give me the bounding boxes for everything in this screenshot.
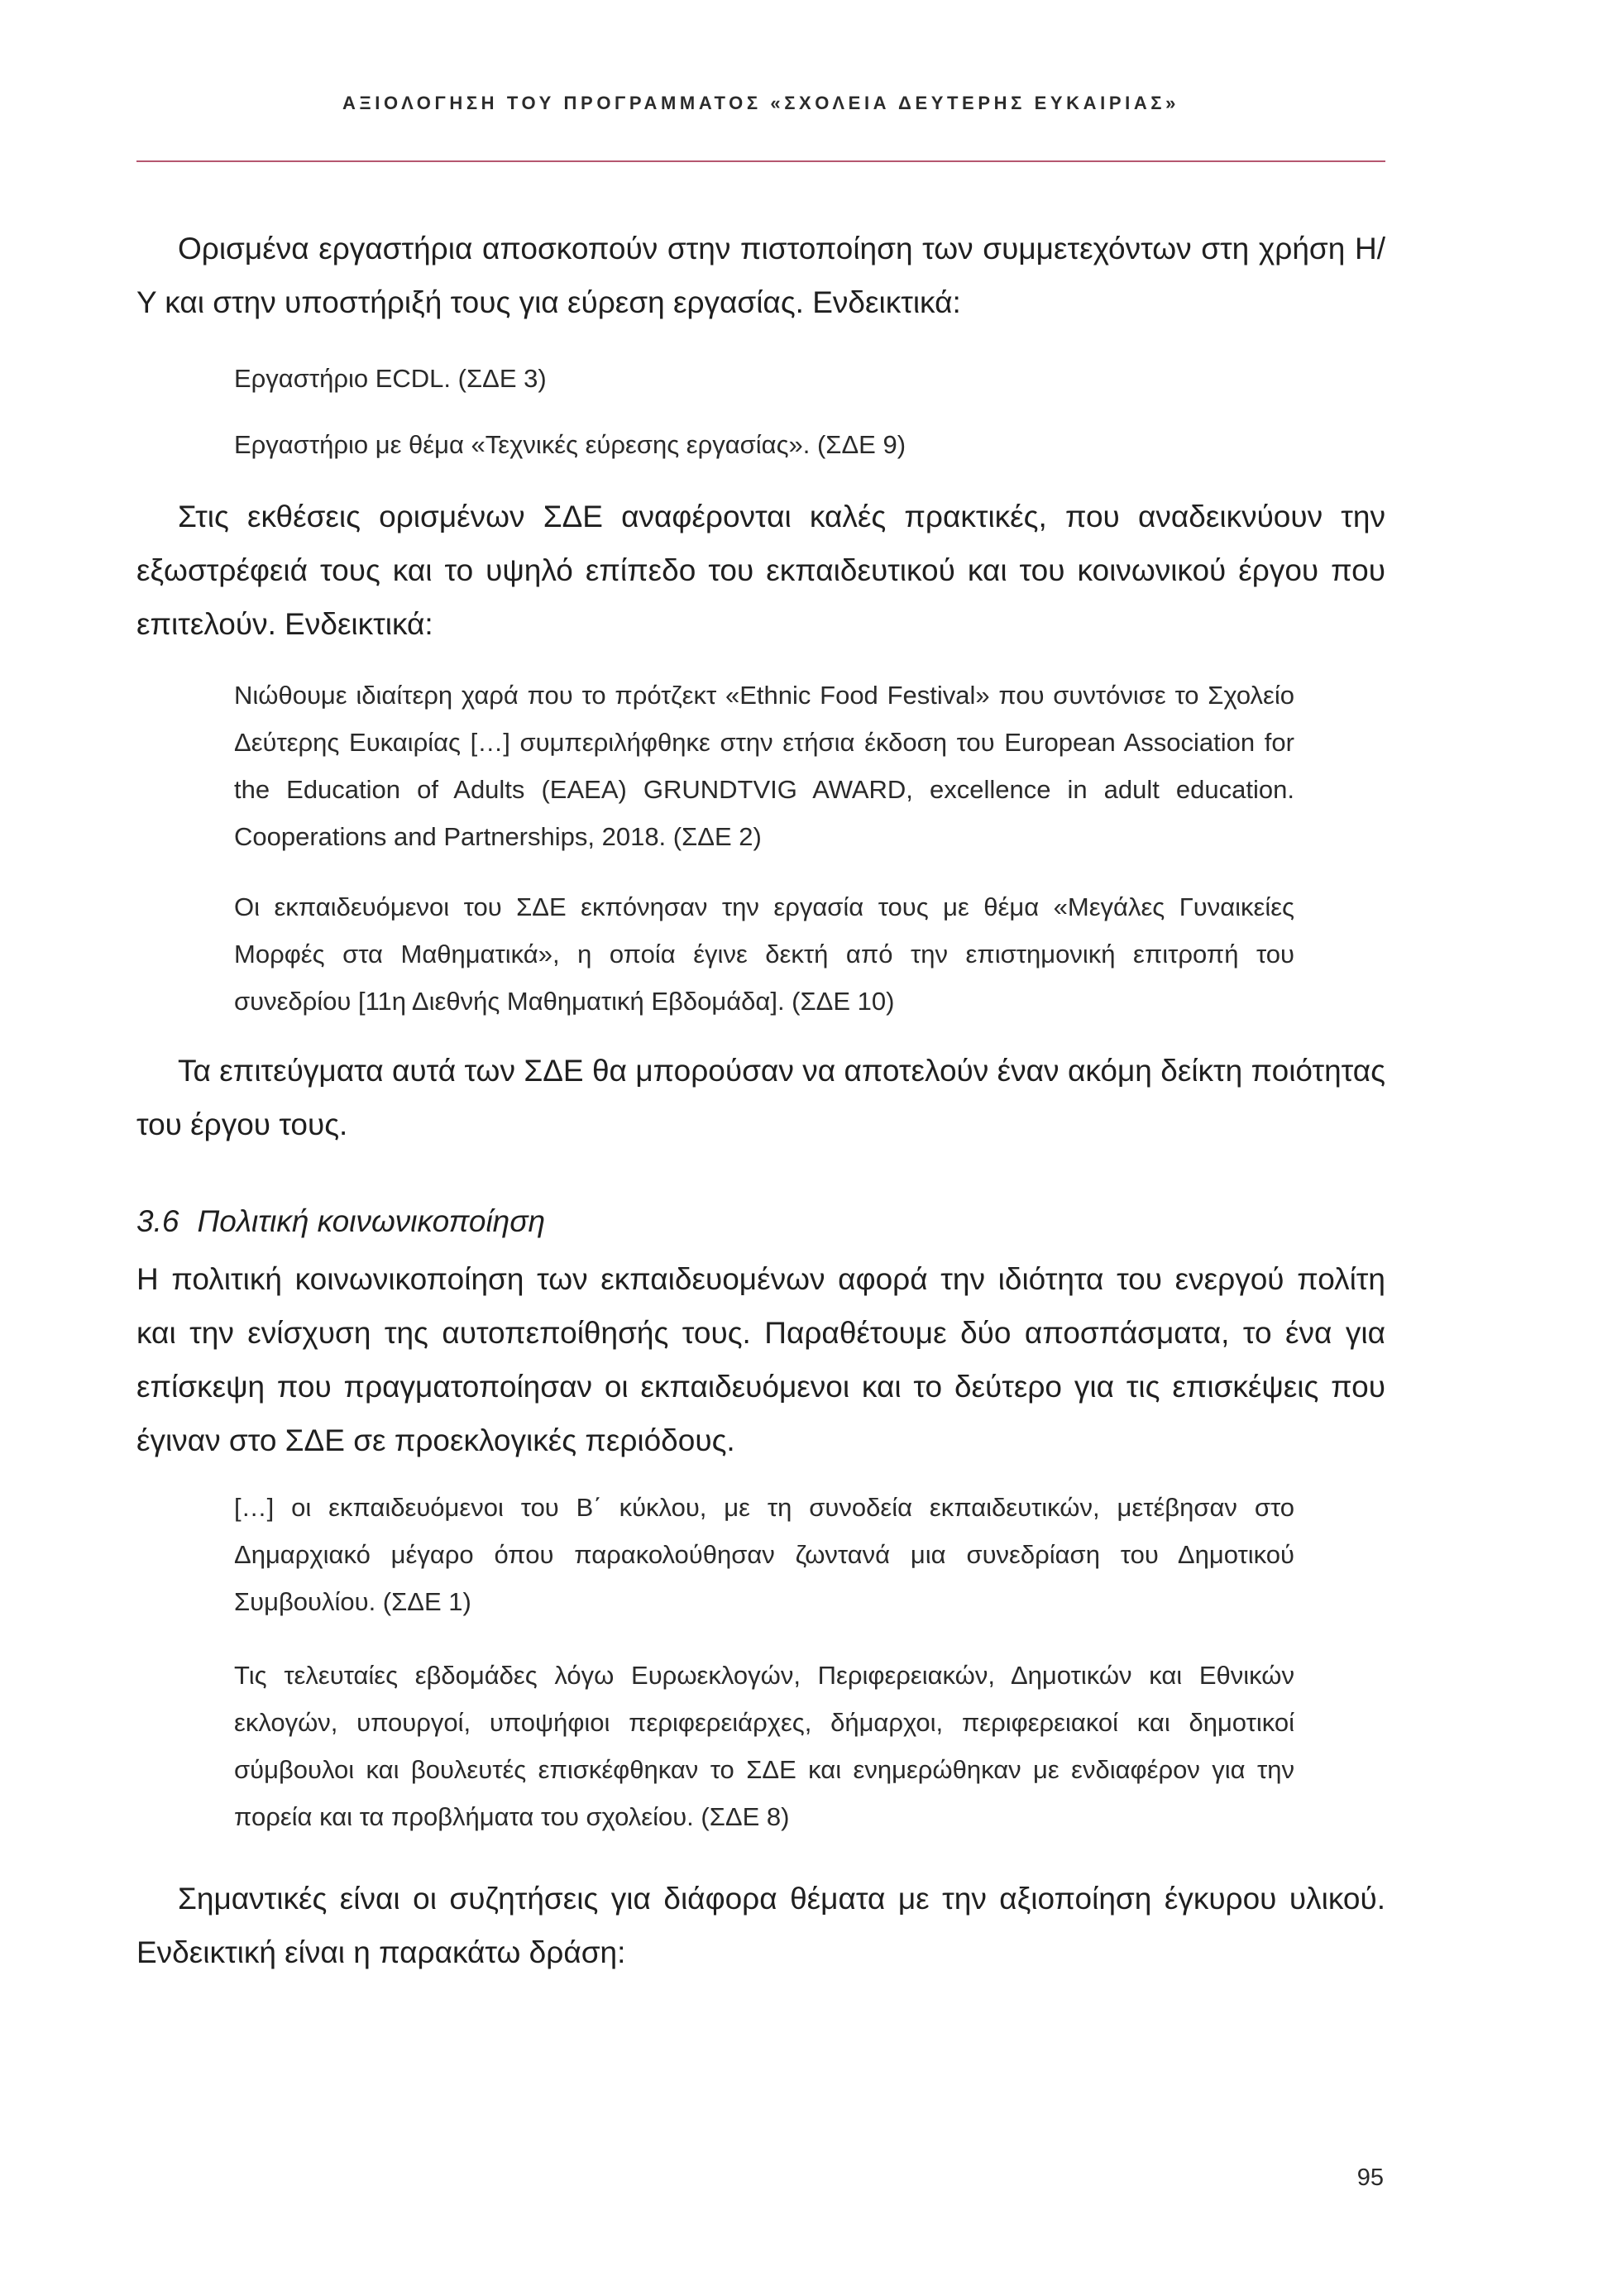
section-heading <box>136 1201 1385 1242</box>
list-item: Εργαστήριο ECDL. (ΣΔΕ 3) <box>234 364 547 393</box>
quote-mathematics-week: Οι εκπαιδευόμενοι του ΣΔΕ εκπόνησαν την εργασία τους με θέμα «Μεγάλες Γυναικείες Μορφές στα Μαθηματικά», η οποία έγινε δεκτή από την επιστημονική επιτροπή του συνεδρίου [11η Διεθνής Μαθηματική Εβδομάδα]. (ΣΔΕ 10) <box>234 892 1294 1016</box>
paragraph-good-practices: Στις εκθέσεις ορισμένων ΣΔΕ αναφέρονται καλές πρακτικές, που αναδεικνύουν την εξωστρέφειά τους και το υψηλό επίπεδο του εκπαιδευτικού και του κοινωνικού έργου που επιτελούν. Ενδεικτικά: <box>136 500 1385 641</box>
quote-election-visits: Τις τελευταίες εβδομάδες λόγω Ευρωεκλογών, Περιφερειακών, Δημοτικών και Εθνικών εκλογών, υπουργοί, υποψήφιοι περιφερειάρχες, δήμαρχοι, περιφερειακοί και δημοτικοί σύμβουλοι και βουλευτές επισκέφθηκαν το ΣΔΕ και ενημερώθηκαν με ενδιαφέρον για την πορεία και τα προβλήματα του σχολείου. (ΣΔΕ 8) <box>234 1661 1294 1831</box>
page-number: 95 <box>1356 2164 1384 2191</box>
paragraph-certification: Ορισμένα εργαστήρια αποσκοπούν στην πιστοποίηση των συμμετεχόντων στη χρήση Η/Υ και στην υποστήριξή τους για εύρεση εργασίας. Ενδεικτικά: <box>136 232 1385 319</box>
section-title: Πολιτική κοινωνικοποίηση <box>197 1204 546 1238</box>
paragraph-political-socialization: Η πολιτική κοινωνικοποίηση των εκπαιδευομένων αφορά την ιδιότητα του ενεργού πολίτη και την ενίσχυση της αυτοπεποίθησής τους. Παραθέτουμε δύο αποσπάσματα, το ένα για επίσκεψη που πραγματοποίησαν οι εκπαιδευόμενοι και το δεύτερο για τις επισκέψεις που έγιναν στο ΣΔΕ σε προεκλογικές περιόδους. <box>136 1262 1385 1457</box>
page-body <box>136 222 1385 1979</box>
list-item: Εργαστήριο με θέμα «Τεχνικές εύρεσης εργασίας». (ΣΔΕ 9) <box>234 430 906 459</box>
running-head: ΑΞΙΟΛΟΓΗΣΗ ΤΟΥ ΠΡΟΓΡΑΜΜΑΤΟΣ «ΣΧΟΛΕΙΑ ΔΕΥΤΕΡΗΣ ΕΥΚΑΙΡΙΑΣ» <box>342 93 1179 113</box>
paragraph-achievements: Τα επιτεύγματα αυτά των ΣΔΕ θα μπορούσαν να αποτελούν έναν ακόμη δείκτη ποιότητας του έργου τους. <box>136 1054 1385 1141</box>
quote-city-hall-visit: […] οι εκπαιδευόμενοι του Β΄ κύκλου, με τη συνοδεία εκπαιδευτικών, μετέβησαν στο Δημαρχιακό μέγαρο όπου παρακολούθησαν ζωντανά μια συνεδρίαση του Δημοτικού Συμβουλίου. (ΣΔΕ 1) <box>234 1493 1294 1616</box>
header-rule <box>136 160 1385 162</box>
quote-ethnic-food-festival: Νιώθουμε ιδιαίτερη χαρά που το πρότζεκτ «Ethnic Food Festival» που συντόνισε το Σχολείο Δεύτερης Ευκαιρίας […] συμπεριλήφθηκε στην ετήσια έκδοση του European Association for the Education of Adults (EAEA) GRUNDTVIG AWARD, excellence in adult education. Cooperations and Partnerships, 2018. (ΣΔΕ 2) <box>234 681 1294 851</box>
paragraph-discussions: Σημαντικές είναι οι συζητήσεις για διάφορα θέματα με την αξιοποίηση έγκυρου υλικού. Ενδεικτική είναι η παρακάτω δράση: <box>136 1882 1385 1969</box>
section-number: 3.6 <box>136 1204 179 1238</box>
